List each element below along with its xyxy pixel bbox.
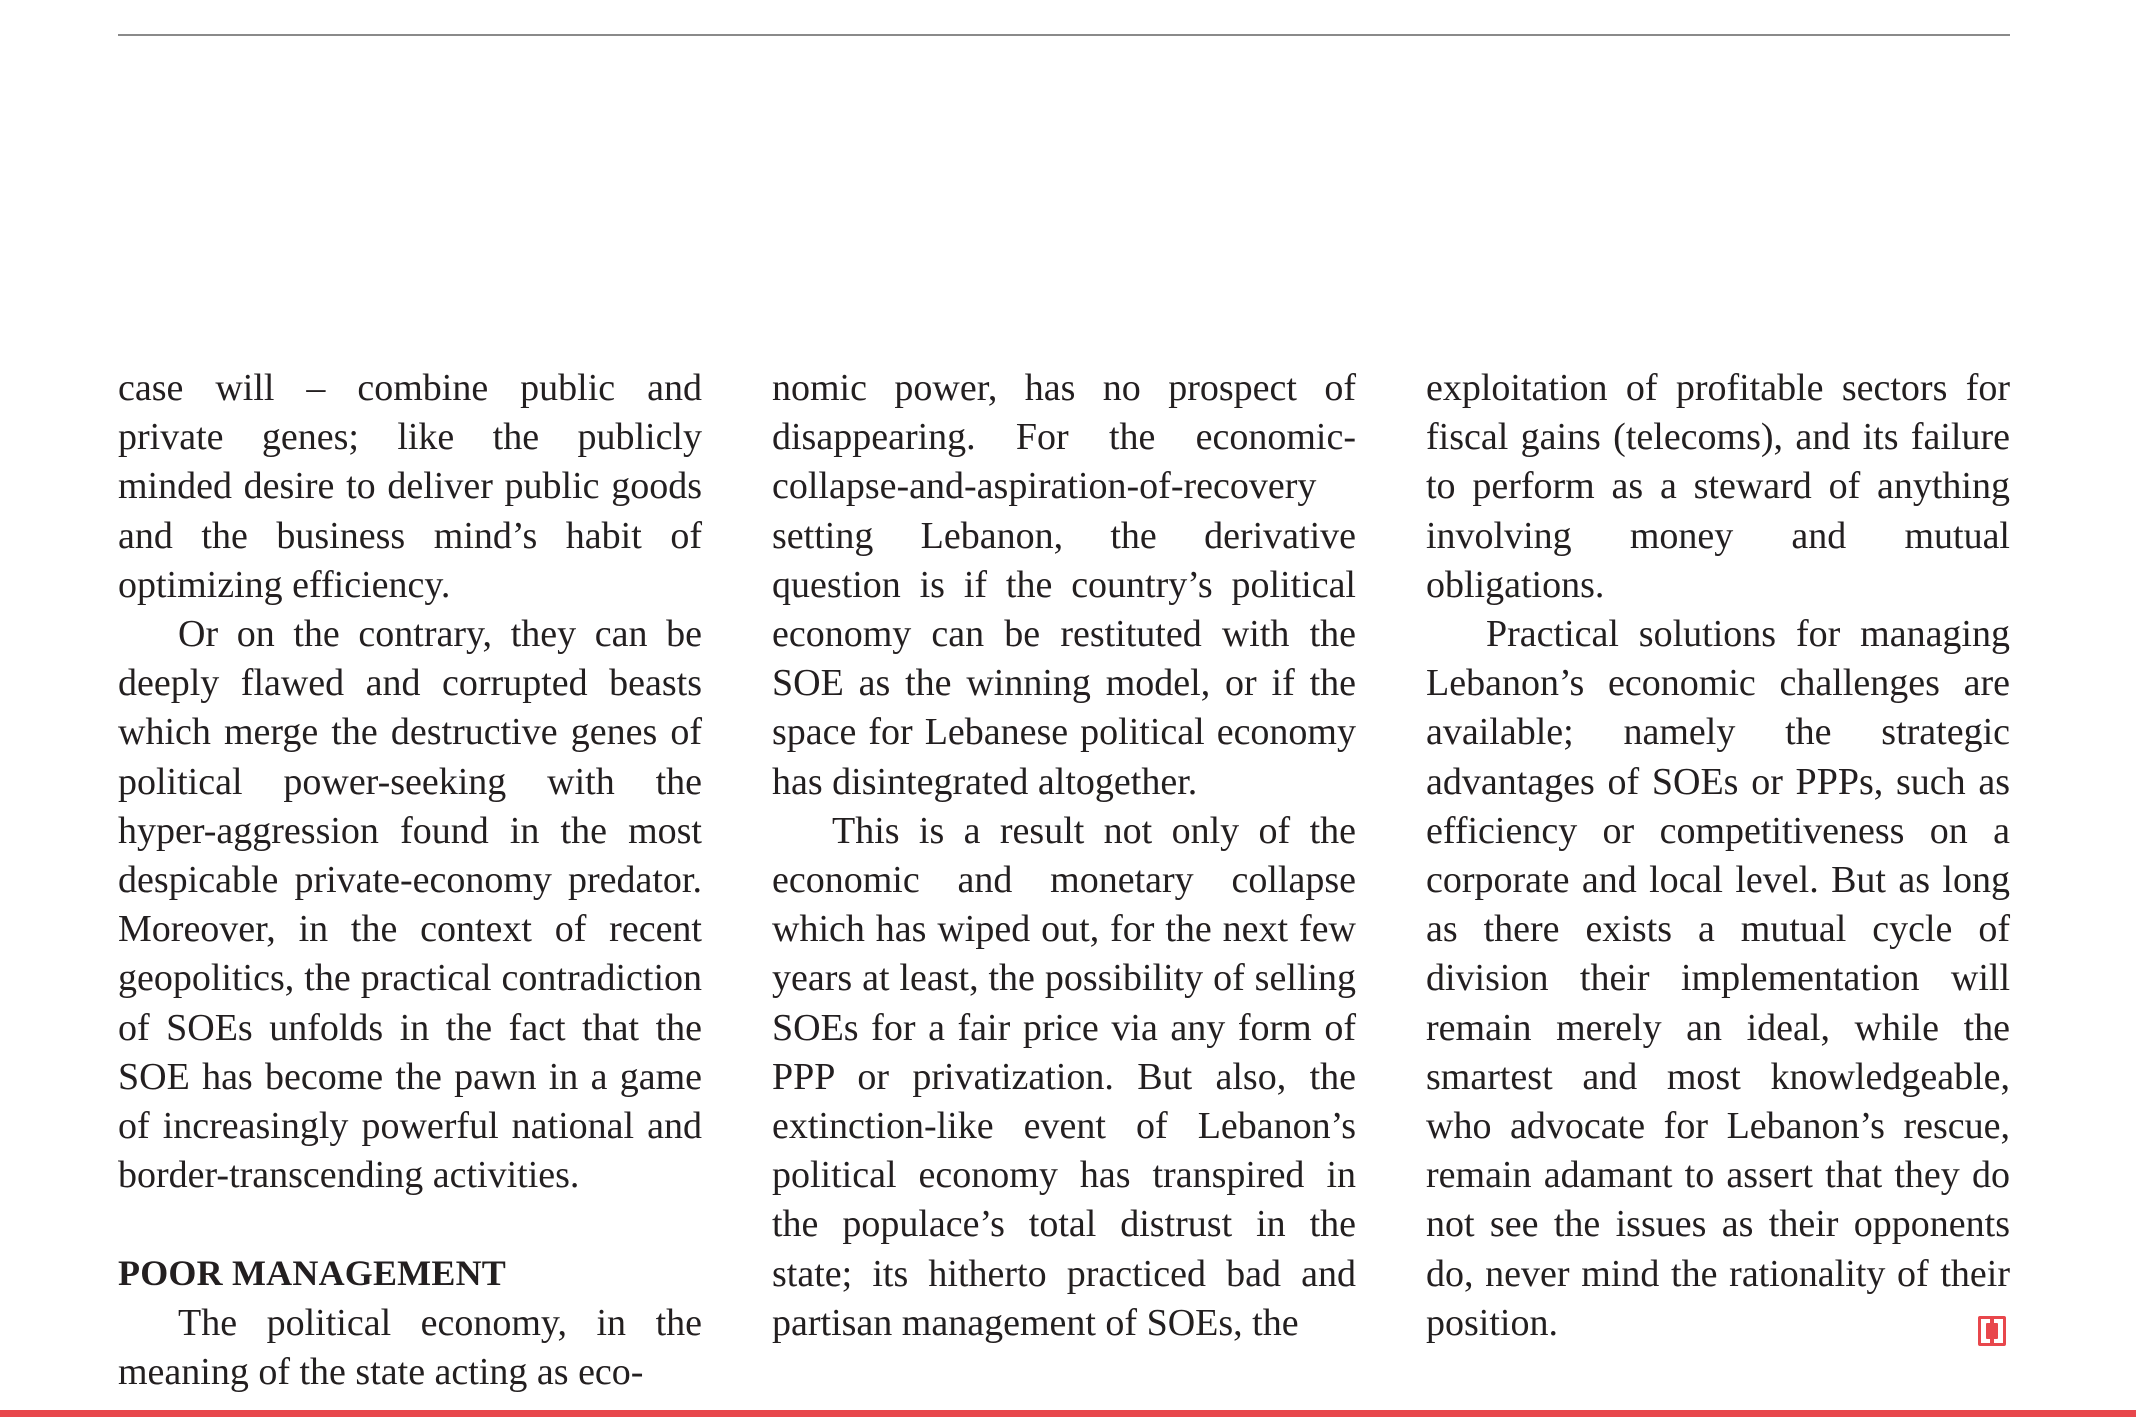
paragraph: This is a result not only of the economic and monetary collapse which has wiped out, for the next few years at least, the possibility of selling SOEs for a fair price via any form of PPP or privatization. But also, the extinction-like event of Lebanon’s political economy has transpired in the populace’s total distrust in the state; its hitherto practiced bad and partisan management of SOEs, the — [772, 809, 1356, 1344]
article-column-3 — [1426, 364, 2010, 1348]
paragraph: Practical solutions for managing Lebanon’s economic challenges are available; namely the strategic advantages of SOEs or PPPs, such as efficiency or competitiveness on a corporate and local level. But as long as there exists a mutual cycle of division their implementation will remain merely an ideal, while the smartest and most knowledgeable, who advocate for Lebanon’s rescue, remain adamant to assert that they do not see the issues as their opponents do, never mind the rationality of their position. — [1426, 613, 2010, 1344]
header-rule — [118, 34, 2010, 36]
paragraph: exploitation of profitable sectors for fiscal gains (telecoms), and its failure to perform as a steward of anything involving money and mutual obligations. — [1426, 367, 2010, 606]
end-of-article-icon — [1978, 1316, 2006, 1346]
paragraph: The political economy, in the meaning of the state acting as eco- — [118, 1301, 702, 1393]
section-heading: POOR MANAGEMENT — [118, 1253, 506, 1294]
paragraph: nomic power, has no prospect of disappearing. For the economic-collapse-and-aspiration-of-recovery setting Lebanon, the derivative question is if the country’s political economy can be restituted with the SOE as the winning model, or if the space for Lebanese political economy has disintegrated altogether. — [772, 367, 1356, 803]
paragraph: case will – combine public and private genes; like the publicly minded desire to deliver public goods and the business mind’s habit of optimizing efficiency. — [118, 367, 702, 606]
paragraph: Or on the contrary, they can be deeply flawed and corrupted beasts which merge the destructive genes of political power-seeking with the hyper-aggression found in the most despicable private-economy predator. Moreover, in the context of recent geopolitics, the practical contradiction of SOEs unfolds in the fact that the SOE has become the pawn in a game of increasingly powerful national and border-transcending activities. — [118, 613, 702, 1197]
article-column-1 — [118, 364, 702, 1397]
footer-accent-bar — [0, 1410, 2136, 1417]
article-column-2 — [772, 364, 1356, 1348]
